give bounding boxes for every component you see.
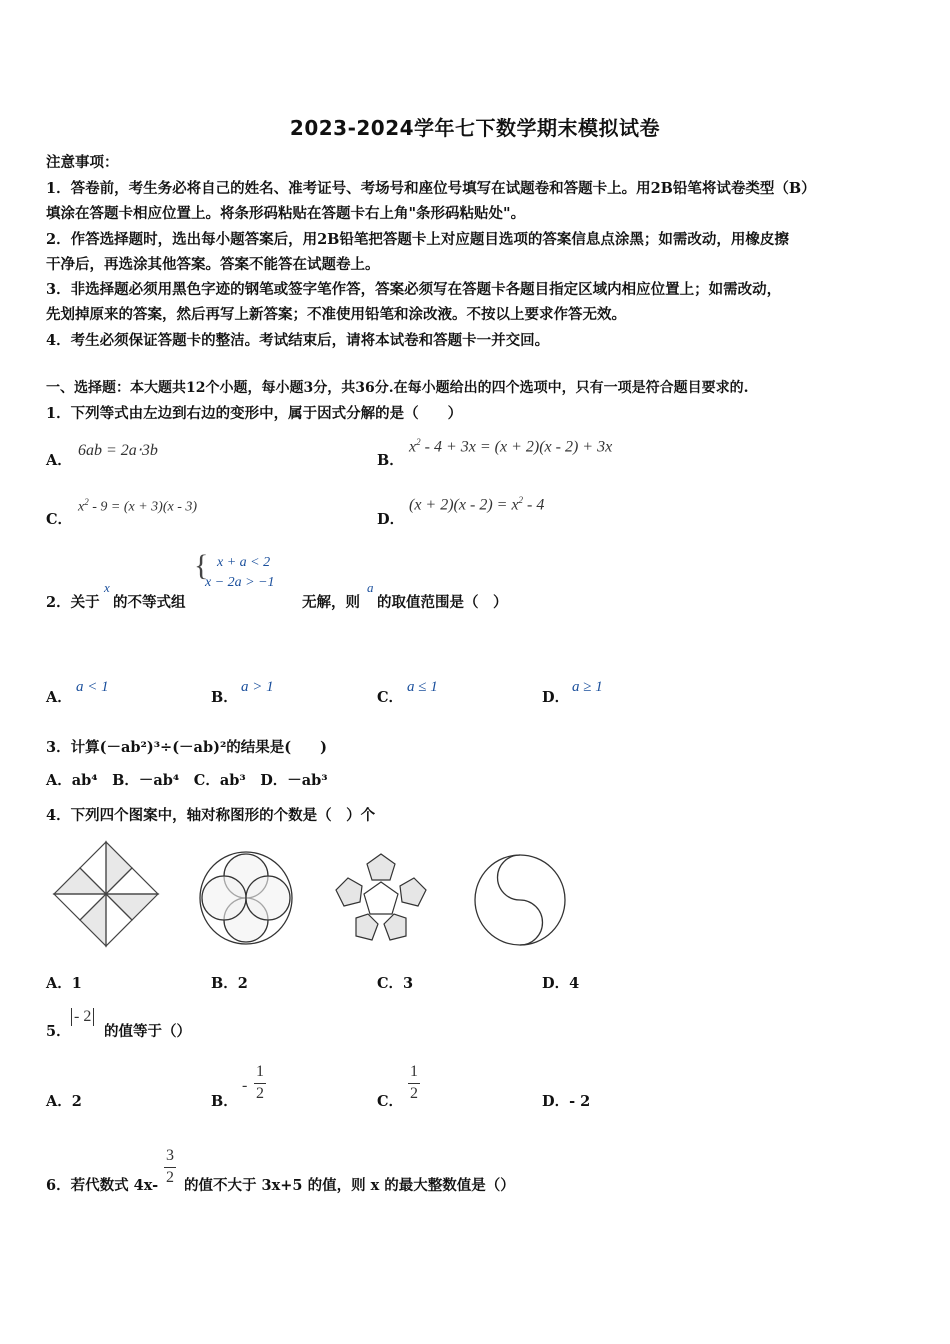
q5-option-b-sign: -	[242, 1077, 248, 1094]
yin-yang-figure	[472, 852, 568, 948]
question-1-stem: 1．下列等式由左边到右边的变形中，属于因式分解的是（ ）	[46, 405, 463, 422]
q6-fraction: $\frac{3}{2}$	[166, 1147, 174, 1186]
q5-stem: 的值等于（）	[104, 1023, 191, 1040]
notice-line: 1．答卷前，考生务必将自己的姓名、准考证号、考场号和座位号填写在试题卷和答题卡上。用2B铅笔将试卷类型（B）	[46, 180, 816, 197]
q4-label-b: B．2	[211, 975, 248, 992]
q2-stem-part: 2．关于	[46, 594, 100, 611]
q2-label-b: B．	[211, 689, 238, 706]
q2-stem-part: 的不等式组	[113, 594, 186, 611]
q2-system-line: x − 2a > −1	[205, 575, 275, 590]
q6-stem-part: 的值不大于 3x+5 的值，则 x 的最大整数值是（）	[184, 1177, 515, 1194]
q2-stem-part: 无解，则	[302, 594, 360, 611]
notice-line: 4．考生必须保证答题卡的整洁。考试结束后，请将本试卷和答题卡一并交回。	[46, 332, 550, 349]
q1-option-d: $(x + 2)(x - 2) = x^2 - 4$	[409, 495, 545, 514]
q1-label-b: B．	[377, 452, 404, 469]
q2-label-d: D．	[542, 689, 570, 706]
notice-line: 3．非选择题必须用黑色字迹的钢笔或签字笔作答，答案必须写在答题卡各题目指定区域内相应位置上；如需改动，	[46, 281, 782, 298]
notice-line: 先划掉原来的答案，然后再写上新答案；不准使用铅笔和涂改液。不按以上要求作答无效。	[46, 306, 626, 323]
q2-system-line: x + a < 2	[217, 555, 271, 570]
q5-option-b-fraction: $\frac{1}{2}$	[256, 1063, 264, 1102]
q5-option-d: D．- 2	[542, 1093, 591, 1110]
q2-var-x: x	[104, 580, 110, 595]
section-heading: 一、选择题：本大题共12个小题，每小题3分，共36分.在每小题给出的四个选项中，只有一项是符合题目要求的.	[46, 380, 749, 396]
q4-label-c: C．3	[377, 975, 414, 992]
q4-label-a: A．1	[46, 975, 82, 992]
q2-var-a: a	[367, 580, 374, 595]
q5-abs-value: - 2	[71, 1008, 94, 1026]
q2-option-b: a > 1	[241, 679, 274, 695]
q1-label-c: C．	[46, 511, 73, 528]
q2-stem-part: 的取值范围是（ ）	[377, 594, 508, 611]
q2-option-c: a ≤ 1	[407, 679, 438, 695]
q2-label-c: C．	[377, 689, 404, 706]
q1-option-b: $x^2 - 4 + 3x = (x + 2)(x - 2) + 3x$	[409, 437, 613, 456]
flower-circle-figure	[198, 850, 294, 946]
pinwheel-figure	[52, 838, 164, 950]
q1-label-a: A．	[46, 452, 72, 469]
notice-line: 干净后，再选涂其他答案。答案不能答在试题卷上。	[46, 256, 380, 273]
q2-option-a: a < 1	[76, 679, 109, 695]
q2-option-d: a ≥ 1	[572, 679, 603, 695]
q5-label-b: B．	[211, 1093, 238, 1110]
notice-line: 填涂在答题卡相应位置上。将条形码粘贴在答题卡右上角"条形码粘贴处"。	[46, 205, 526, 222]
q2-label-a: A．	[46, 689, 72, 706]
q5-option-a: A．2	[46, 1093, 82, 1110]
page-title: 2023-2024学年七下数学期末模拟试卷	[289, 116, 661, 140]
q1-label-d: D．	[377, 511, 405, 528]
q5-label-c: C．	[377, 1093, 404, 1110]
q1-option-a: 6ab = 2a⋅3b	[78, 442, 158, 459]
question-3-options: A．ab⁴ B．－ab⁴ C．ab³ D．－ab³	[46, 772, 328, 789]
brace-icon: {	[194, 549, 209, 582]
question-3-stem: 3．计算(－ab²)³÷(－ab)²的结果是( )	[46, 739, 328, 756]
pentagon-ring-figure	[334, 852, 428, 942]
q6-stem-part: 6．若代数式 4x-	[46, 1177, 159, 1194]
q5-option-c-fraction: $\frac{1}{2}$	[410, 1063, 418, 1102]
question-4-stem: 4．下列四个图案中，轴对称图形的个数是（ ）个	[46, 807, 376, 824]
q5-number: 5．	[46, 1023, 71, 1040]
notice-line: 2．作答选择题时，选出每小题答案后，用2B铅笔把答题卡上对应题目选项的答案信息点涂黑；如需改动，用橡皮擦	[46, 231, 789, 248]
notice-heading: 注意事项：	[46, 154, 119, 171]
q4-label-d: D．4	[542, 975, 580, 992]
q1-option-c: $x^2 - 9 = (x + 3)(x - 3)$	[78, 497, 198, 515]
